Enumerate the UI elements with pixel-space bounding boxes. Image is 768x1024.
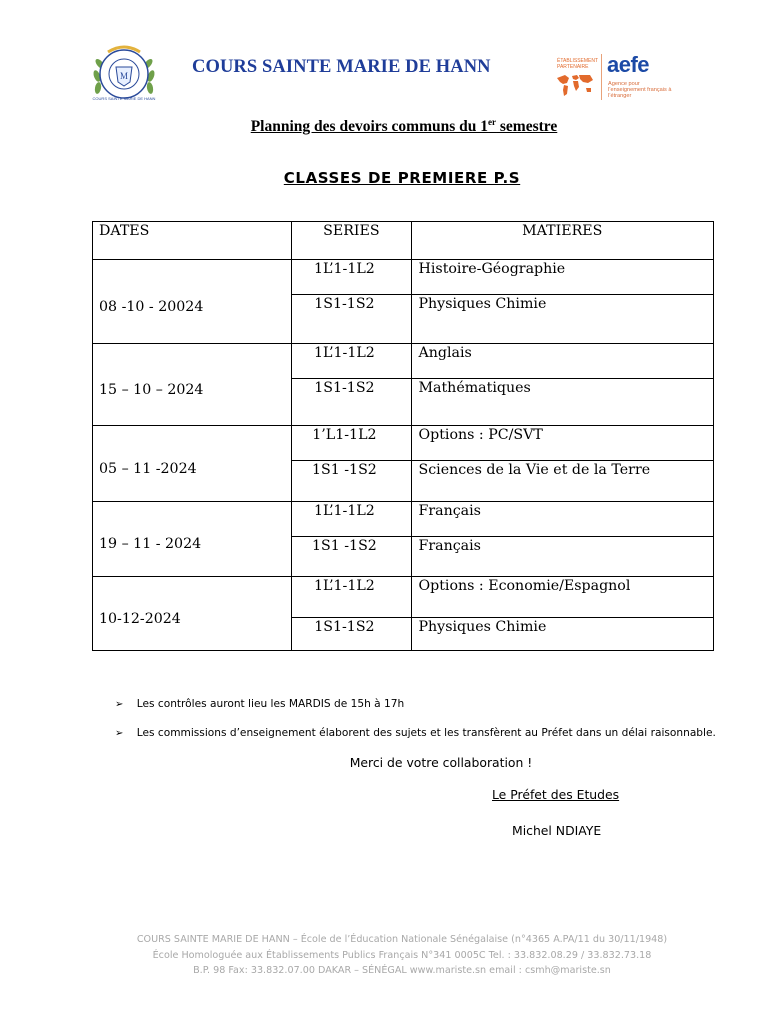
matiere-cell: Français xyxy=(411,502,714,537)
date-cell: 15 – 10 – 2024 xyxy=(93,344,292,426)
serie-cell: 1L’1-1L2 xyxy=(292,260,411,295)
table-row xyxy=(93,577,714,618)
aefe-tagline: Agence pour l’enseignement français à l’étranger xyxy=(608,81,672,99)
world-map-icon xyxy=(555,72,595,98)
serie-cell: 1L’1-1L2 xyxy=(292,502,411,537)
matiere-cell: Physiques Chimie xyxy=(411,618,714,651)
signatory-title: Le Préfet des Etudes xyxy=(492,787,620,802)
arrow-bullet-icon: ➢ xyxy=(115,699,124,710)
aefe-logo xyxy=(555,52,675,104)
footer-line-3: B.P. 98 Fax: 33.832.07.00 DAKAR – SÉNÉGAL www.mariste.sn email : csmh@mariste.sn xyxy=(193,965,611,976)
thanks-message: Merci de votre collaboration ! xyxy=(349,755,533,770)
planning-title-after: semestre xyxy=(496,118,558,135)
note-text: Les commissions d’enseignement élaborent des sujets et les transfèrent au Préfet dans un délai raisonnable. xyxy=(136,727,716,739)
aefe-wordmark: aefe xyxy=(607,52,650,77)
header-series: SERIES xyxy=(292,222,411,260)
header-matieres: MATIERES xyxy=(411,222,714,260)
serie-cell: 1S1-1S2 xyxy=(292,295,411,344)
aefe-partner-label: ÉTABLISSEMENT PARTENAIRE xyxy=(557,58,598,70)
table-row xyxy=(93,426,714,461)
footer-line-2: École Homologuée aux Établissements Publics Français N°341 0005C Tel. : 33.832.08.29 / 33.832.73.18 xyxy=(152,950,652,961)
table-row xyxy=(93,260,714,295)
footer-line-1: COURS SAINTE MARIE DE HANN – École de l’Éducation Nationale Sénégalaise (n°4365 A.PA/11 du 30/11/1948) xyxy=(136,934,668,945)
classes-title: CLASSES DE PREMIERE P.S xyxy=(283,169,521,187)
date-cell: 08 -10 - 20024 xyxy=(93,260,292,344)
serie-cell: 1S1-1S2 xyxy=(292,618,411,651)
seal-text: COURS SAINTE MARIE DE HANN xyxy=(92,96,156,101)
serie-cell: 1L’1-1L2 xyxy=(292,344,411,379)
matiere-cell: Sciences de la Vie et de la Terre xyxy=(411,461,714,502)
matiere-cell: Physiques Chimie xyxy=(411,295,714,344)
table-row xyxy=(93,502,714,537)
aefe-divider xyxy=(601,54,602,100)
svg-text:M: M xyxy=(119,71,129,81)
date-cell: 10-12-2024 xyxy=(93,577,292,651)
serie-cell: 1S1 -1S2 xyxy=(292,461,411,502)
table-row xyxy=(93,344,714,379)
planning-title xyxy=(0,117,768,136)
matiere-cell: Histoire-Géographie xyxy=(411,260,714,295)
note-text: Les contrôles auront lieu les MARDIS de 15h à 17h xyxy=(136,698,405,710)
matiere-cell: Options : PC/SVT xyxy=(411,426,714,461)
date-cell: 19 – 11 - 2024 xyxy=(93,502,292,577)
serie-cell: 1S1 -1S2 xyxy=(292,537,411,577)
matiere-cell: Français xyxy=(411,537,714,577)
planning-title-main: Planning des devoirs communs du 1 xyxy=(250,118,489,135)
planning-title-sup: er xyxy=(488,117,497,127)
header-dates: DATES xyxy=(93,222,292,260)
matiere-cell: Mathématiques xyxy=(411,379,714,426)
date-cell: 05 – 11 -2024 xyxy=(93,426,292,502)
serie-cell: 1S1-1S2 xyxy=(292,379,411,426)
school-seal-logo xyxy=(88,42,160,104)
school-name: COURS SAINTE MARIE DE HANN xyxy=(192,57,491,77)
matiere-cell: Anglais xyxy=(411,344,714,379)
matiere-cell: Options : Economie/Espagnol xyxy=(411,577,714,618)
serie-cell: 1L’1-1L2 xyxy=(292,577,411,618)
table-header-row xyxy=(93,222,714,260)
signatory-name: Michel NDIAYE xyxy=(512,823,602,838)
note-item xyxy=(115,727,716,739)
exam-schedule-table xyxy=(92,221,714,651)
serie-cell: 1’L1-1L2 xyxy=(292,426,411,461)
note-item xyxy=(115,698,404,710)
arrow-bullet-icon: ➢ xyxy=(115,728,124,739)
